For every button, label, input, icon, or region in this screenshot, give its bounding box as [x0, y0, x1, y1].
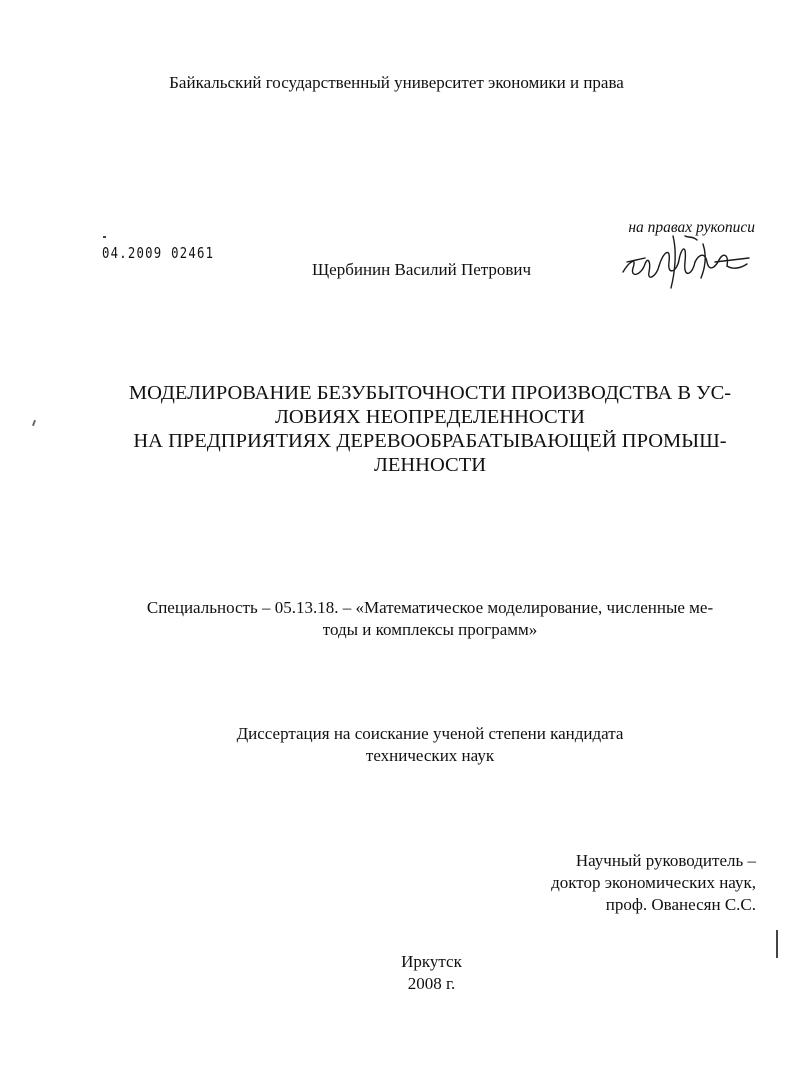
scan-dot-mark: [103, 236, 106, 238]
manuscript-rights-note: на правах рукописи: [628, 219, 755, 236]
advisor-line: проф. Ованесян С.С.: [605, 895, 756, 914]
scan-tick-mark: [32, 420, 36, 426]
title-line: НА ПРЕДПРИЯТИЯХ ДЕРЕВООБРАБАТЫВАЮЩЕЙ ПРОМЫШ-: [133, 430, 727, 452]
title-line: ЛЕННОСТИ: [373, 454, 487, 476]
title-line: МОДЕЛИРОВАНИЕ БЕЗУБЫТОЧНОСТИ ПРОИЗВОДСТВА В УС-: [128, 382, 732, 404]
degree-statement: [100, 723, 760, 767]
author-name: Щербинин Василий Петрович: [312, 260, 532, 279]
university-name: Байкальский государственный университет экономики и права: [169, 73, 624, 92]
degree-line: Диссертация на соискание ученой степени кандидата: [236, 724, 624, 743]
author-signature: [615, 232, 755, 290]
specialty-line: Специальность – 05.13.18. – «Математическое моделирование, численные ме-: [146, 598, 714, 617]
dissertation-title: [100, 381, 760, 477]
advisor-line: Научный руководитель –: [575, 851, 756, 870]
scientific-advisor: [551, 850, 756, 916]
place-and-year: [0, 951, 793, 995]
title-line: ЛОВИЯХ НЕОПРЕДЕЛЕННОСТИ: [275, 406, 585, 428]
specialty: [100, 597, 760, 641]
year: 2008 г.: [407, 974, 456, 993]
registration-number: 04.2009 02461: [102, 244, 215, 262]
specialty-line: тоды и комплексы программ»: [322, 620, 538, 639]
advisor-line: доктор экономических наук,: [551, 873, 756, 892]
city: Иркутск: [401, 952, 462, 971]
degree-line: технических наук: [365, 746, 495, 765]
